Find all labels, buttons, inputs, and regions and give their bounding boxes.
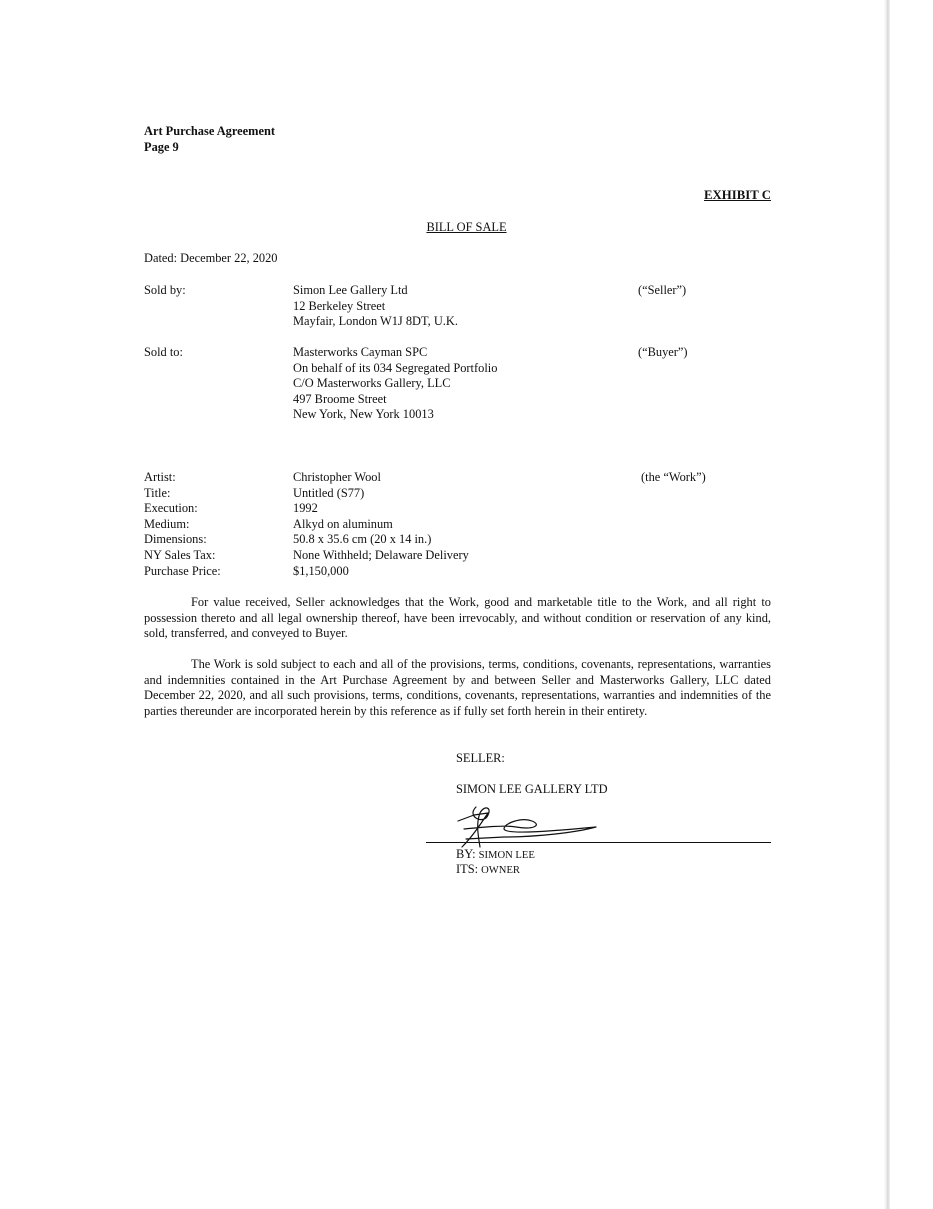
work-detail-label: Dimensions: — [144, 532, 207, 547]
sold-by-label: Sold by: — [144, 283, 186, 297]
seller-address-block — [293, 283, 458, 330]
work-detail-label: Execution: — [144, 501, 198, 516]
signature-line — [426, 842, 771, 843]
buyer-address-line: On behalf of its 034 Segregated Portfolio — [293, 360, 498, 375]
work-detail-value: Untitled (S77) — [293, 485, 365, 500]
scan-edge-shadow — [884, 0, 890, 1209]
sold-to-label: Sold to: — [144, 345, 183, 359]
work-detail-label: Artist: — [144, 470, 176, 484]
work-detail-label: Medium: — [144, 516, 190, 531]
seller-company-name: SIMON LEE GALLERY LTD — [456, 782, 608, 796]
work-detail-value: 1992 — [293, 501, 318, 516]
work-detail-value: 50.8 x 35.6 cm (20 x 14 in.) — [293, 532, 432, 547]
signatory-its-line — [456, 862, 520, 879]
buyer-address-line: C/O Masterworks Gallery, LLC — [293, 376, 451, 391]
bill-of-sale-title — [0, 220, 933, 236]
work-detail-label: NY Sales Tax: — [144, 547, 216, 562]
exhibit-label: EXHIBIT C — [704, 188, 771, 202]
header-document-title: Art Purchase Agreement — [144, 124, 275, 138]
by-label: BY: — [456, 847, 476, 861]
seller-address-line: Mayfair, London W1J 8DT, U.K. — [293, 314, 458, 329]
buyer-address-line: New York, New York 10013 — [293, 407, 434, 422]
buyer-role: (“Buyer”) — [638, 345, 688, 359]
buyer-address-block — [293, 345, 497, 423]
work-detail-value: Alkyd on aluminum — [293, 516, 393, 531]
work-detail-labels — [144, 470, 221, 579]
work-role: (the “Work”) — [641, 470, 706, 484]
handwritten-signature — [444, 803, 614, 853]
work-detail-value: $1,150,000 — [293, 563, 349, 578]
buyer-address-line: 497 Broome Street — [293, 391, 387, 406]
header-page-number: Page 9 — [144, 140, 179, 154]
work-detail-values — [293, 470, 469, 579]
work-detail-value: None Withheld; Delaware Delivery — [293, 547, 469, 562]
buyer-address-line: Masterworks Cayman SPC — [293, 345, 428, 359]
work-detail-label: Title: — [144, 485, 171, 500]
signatory-name: SIMON LEE — [478, 850, 535, 861]
seller-party-label: SELLER: — [456, 751, 505, 765]
bill-of-sale-title-text: BILL OF SALE — [426, 220, 507, 234]
seller-address-line: Simon Lee Gallery Ltd — [293, 283, 408, 297]
signatory-title: OWNER — [481, 865, 520, 876]
transfer-paragraph: For value received, Seller acknowledges that the Work, good and marketable title to the Work, and all right to possession thereto and all legal ownership thereof, have been irrevocably, and without condition or reservation of any kind, sold, transferred, and conveyed to Buyer. — [144, 595, 771, 641]
terms-paragraph: The Work is sold subject to each and all of the provisions, terms, conditions, covenants, representations, warranties and indemnities contained in the Art Purchase Agreement by and between Seller and Masterworks Gallery, LLC dated December 22, 2020, and all such provisions, terms, conditions, covenants, representations, warranties and indemnities of the parties thereunder are incorporated herein by this reference as if fully set forth herein in their entirety. — [144, 657, 771, 718]
dated-line: Dated: December 22, 2020 — [144, 251, 278, 265]
its-label: ITS: — [456, 862, 479, 876]
seller-address-line: 12 Berkeley Street — [293, 298, 386, 313]
work-detail-label: Purchase Price: — [144, 563, 221, 578]
seller-role: (“Seller”) — [638, 283, 687, 297]
work-detail-value: Christopher Wool — [293, 470, 381, 484]
